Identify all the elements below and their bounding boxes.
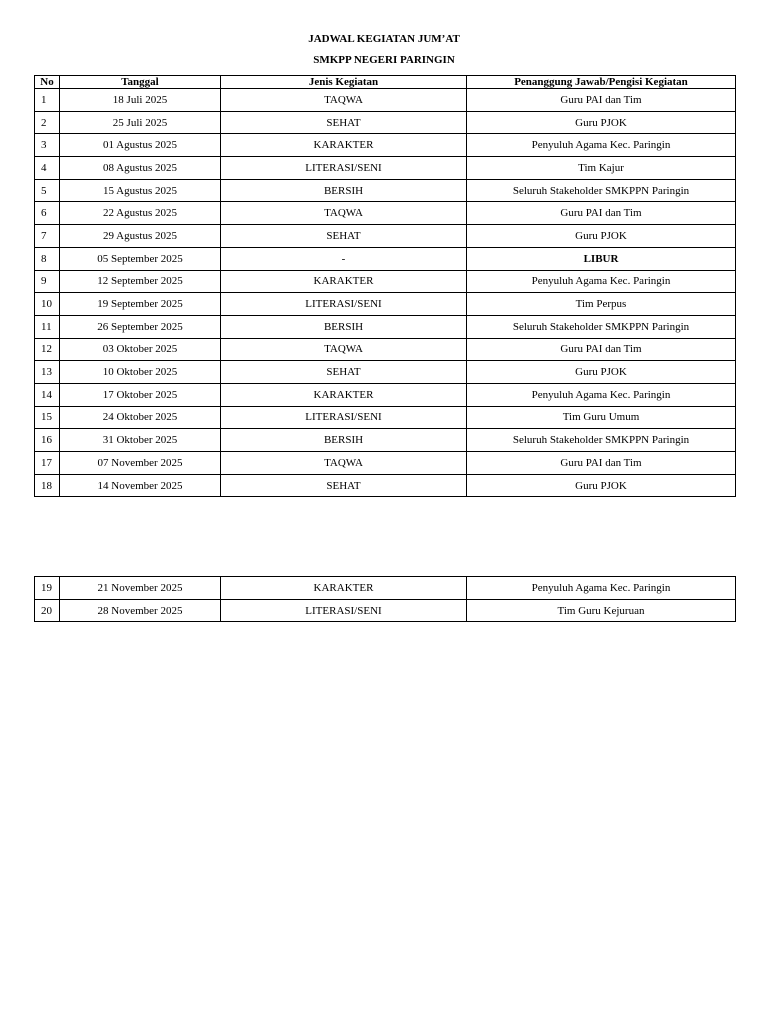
cell-tanggal: 12 September 2025 — [60, 270, 221, 293]
table-body — [35, 89, 736, 497]
header-penanggung-jawab: Penanggung Jawab/Pengisi Kegiatan — [467, 76, 736, 89]
cell-jenis-kegiatan: KARAKTER — [221, 270, 467, 293]
cell-no: 13 — [35, 361, 60, 384]
cell-jenis-kegiatan: - — [221, 247, 467, 270]
document-subtitle: SMKPP NEGERI PARINGIN — [313, 54, 455, 66]
cell-penanggung-jawab: Penyuluh Agama Kec. Paringin — [467, 577, 736, 600]
cell-no: 1 — [35, 89, 60, 112]
table-row — [35, 452, 736, 475]
cell-penanggung-jawab: Penyuluh Agama Kec. Paringin — [467, 270, 736, 293]
cell-jenis-kegiatan: TAQWA — [221, 338, 467, 361]
cell-tanggal: 29 Agustus 2025 — [60, 225, 221, 248]
cell-tanggal: 31 Oktober 2025 — [60, 429, 221, 452]
cell-jenis-kegiatan: SEHAT — [221, 361, 467, 384]
cell-jenis-kegiatan: BERSIH — [221, 179, 467, 202]
table-body-continued — [35, 577, 736, 622]
cell-penanggung-jawab: Guru PAI dan Tim — [467, 202, 736, 225]
cell-no: 8 — [35, 247, 60, 270]
cell-penanggung-jawab: LIBUR — [467, 247, 736, 270]
header-no: No — [35, 76, 60, 89]
cell-tanggal: 21 November 2025 — [60, 577, 221, 600]
table-row — [35, 338, 736, 361]
table-row — [35, 474, 736, 497]
document-title: JADWAL KEGIATAN JUM’AT — [308, 33, 460, 45]
cell-tanggal: 28 November 2025 — [60, 599, 221, 622]
cell-no: 17 — [35, 452, 60, 475]
table-row — [35, 270, 736, 293]
cell-no: 14 — [35, 383, 60, 406]
cell-penanggung-jawab: Guru PAI dan Tim — [467, 338, 736, 361]
table-row — [35, 361, 736, 384]
cell-jenis-kegiatan: SEHAT — [221, 111, 467, 134]
cell-penanggung-jawab: Tim Kajur — [467, 157, 736, 180]
cell-jenis-kegiatan: LITERASI/SENI — [221, 293, 467, 316]
table-row — [35, 179, 736, 202]
table-row — [35, 293, 736, 316]
cell-no: 5 — [35, 179, 60, 202]
cell-jenis-kegiatan: SEHAT — [221, 225, 467, 248]
cell-tanggal: 14 November 2025 — [60, 474, 221, 497]
cell-penanggung-jawab: Seluruh Stakeholder SMKPPN Paringin — [467, 429, 736, 452]
cell-no: 4 — [35, 157, 60, 180]
cell-penanggung-jawab: Penyuluh Agama Kec. Paringin — [467, 134, 736, 157]
cell-penanggung-jawab: Guru PAI dan Tim — [467, 89, 736, 112]
table-row — [35, 315, 736, 338]
table-row — [35, 406, 736, 429]
cell-tanggal: 03 Oktober 2025 — [60, 338, 221, 361]
cell-no: 19 — [35, 577, 60, 600]
cell-penanggung-jawab: Guru PJOK — [467, 225, 736, 248]
cell-jenis-kegiatan: LITERASI/SENI — [221, 157, 467, 180]
table-row — [35, 225, 736, 248]
cell-penanggung-jawab: Seluruh Stakeholder SMKPPN Paringin — [467, 179, 736, 202]
cell-penanggung-jawab: Penyuluh Agama Kec. Paringin — [467, 383, 736, 406]
cell-penanggung-jawab: Guru PJOK — [467, 361, 736, 384]
table-row — [35, 599, 736, 622]
table-row — [35, 134, 736, 157]
cell-jenis-kegiatan: TAQWA — [221, 202, 467, 225]
cell-no: 6 — [35, 202, 60, 225]
cell-no: 20 — [35, 599, 60, 622]
cell-tanggal: 15 Agustus 2025 — [60, 179, 221, 202]
table-row — [35, 157, 736, 180]
cell-tanggal: 08 Agustus 2025 — [60, 157, 221, 180]
cell-no: 3 — [35, 134, 60, 157]
cell-penanggung-jawab: Tim Guru Umum — [467, 406, 736, 429]
cell-jenis-kegiatan: LITERASI/SENI — [221, 599, 467, 622]
cell-no: 2 — [35, 111, 60, 134]
table-row — [35, 383, 736, 406]
cell-tanggal: 10 Oktober 2025 — [60, 361, 221, 384]
cell-no: 15 — [35, 406, 60, 429]
table-row — [35, 247, 736, 270]
cell-tanggal: 25 Juli 2025 — [60, 111, 221, 134]
cell-tanggal: 17 Oktober 2025 — [60, 383, 221, 406]
cell-jenis-kegiatan: KARAKTER — [221, 134, 467, 157]
cell-jenis-kegiatan: LITERASI/SENI — [221, 406, 467, 429]
schedule-table-continued — [34, 576, 736, 622]
cell-jenis-kegiatan: BERSIH — [221, 315, 467, 338]
cell-no: 12 — [35, 338, 60, 361]
cell-tanggal: 24 Oktober 2025 — [60, 406, 221, 429]
table-row — [35, 429, 736, 452]
cell-penanggung-jawab: Guru PAI dan Tim — [467, 452, 736, 475]
table-row — [35, 111, 736, 134]
table-row — [35, 202, 736, 225]
cell-no: 18 — [35, 474, 60, 497]
cell-no: 11 — [35, 315, 60, 338]
cell-jenis-kegiatan: TAQWA — [221, 452, 467, 475]
cell-tanggal: 01 Agustus 2025 — [60, 134, 221, 157]
cell-penanggung-jawab: Tim Perpus — [467, 293, 736, 316]
cell-tanggal: 19 September 2025 — [60, 293, 221, 316]
cell-tanggal: 18 Juli 2025 — [60, 89, 221, 112]
cell-jenis-kegiatan: KARAKTER — [221, 577, 467, 600]
table-row — [35, 577, 736, 600]
schedule-table — [34, 75, 736, 497]
cell-no: 16 — [35, 429, 60, 452]
cell-no: 10 — [35, 293, 60, 316]
cell-tanggal: 05 September 2025 — [60, 247, 221, 270]
header-jenis-kegiatan: Jenis Kegiatan — [221, 76, 467, 89]
cell-tanggal: 22 Agustus 2025 — [60, 202, 221, 225]
cell-penanggung-jawab: Guru PJOK — [467, 474, 736, 497]
header-tanggal: Tanggal — [60, 76, 221, 89]
cell-penanggung-jawab: Seluruh Stakeholder SMKPPN Paringin — [467, 315, 736, 338]
cell-jenis-kegiatan: BERSIH — [221, 429, 467, 452]
table-header-row — [35, 76, 736, 89]
cell-jenis-kegiatan: TAQWA — [221, 89, 467, 112]
cell-penanggung-jawab: Tim Guru Kejuruan — [467, 599, 736, 622]
cell-jenis-kegiatan: SEHAT — [221, 474, 467, 497]
cell-no: 7 — [35, 225, 60, 248]
table-row — [35, 89, 736, 112]
cell-no: 9 — [35, 270, 60, 293]
cell-jenis-kegiatan: KARAKTER — [221, 383, 467, 406]
cell-penanggung-jawab: Guru PJOK — [467, 111, 736, 134]
cell-tanggal: 26 September 2025 — [60, 315, 221, 338]
cell-tanggal: 07 November 2025 — [60, 452, 221, 475]
